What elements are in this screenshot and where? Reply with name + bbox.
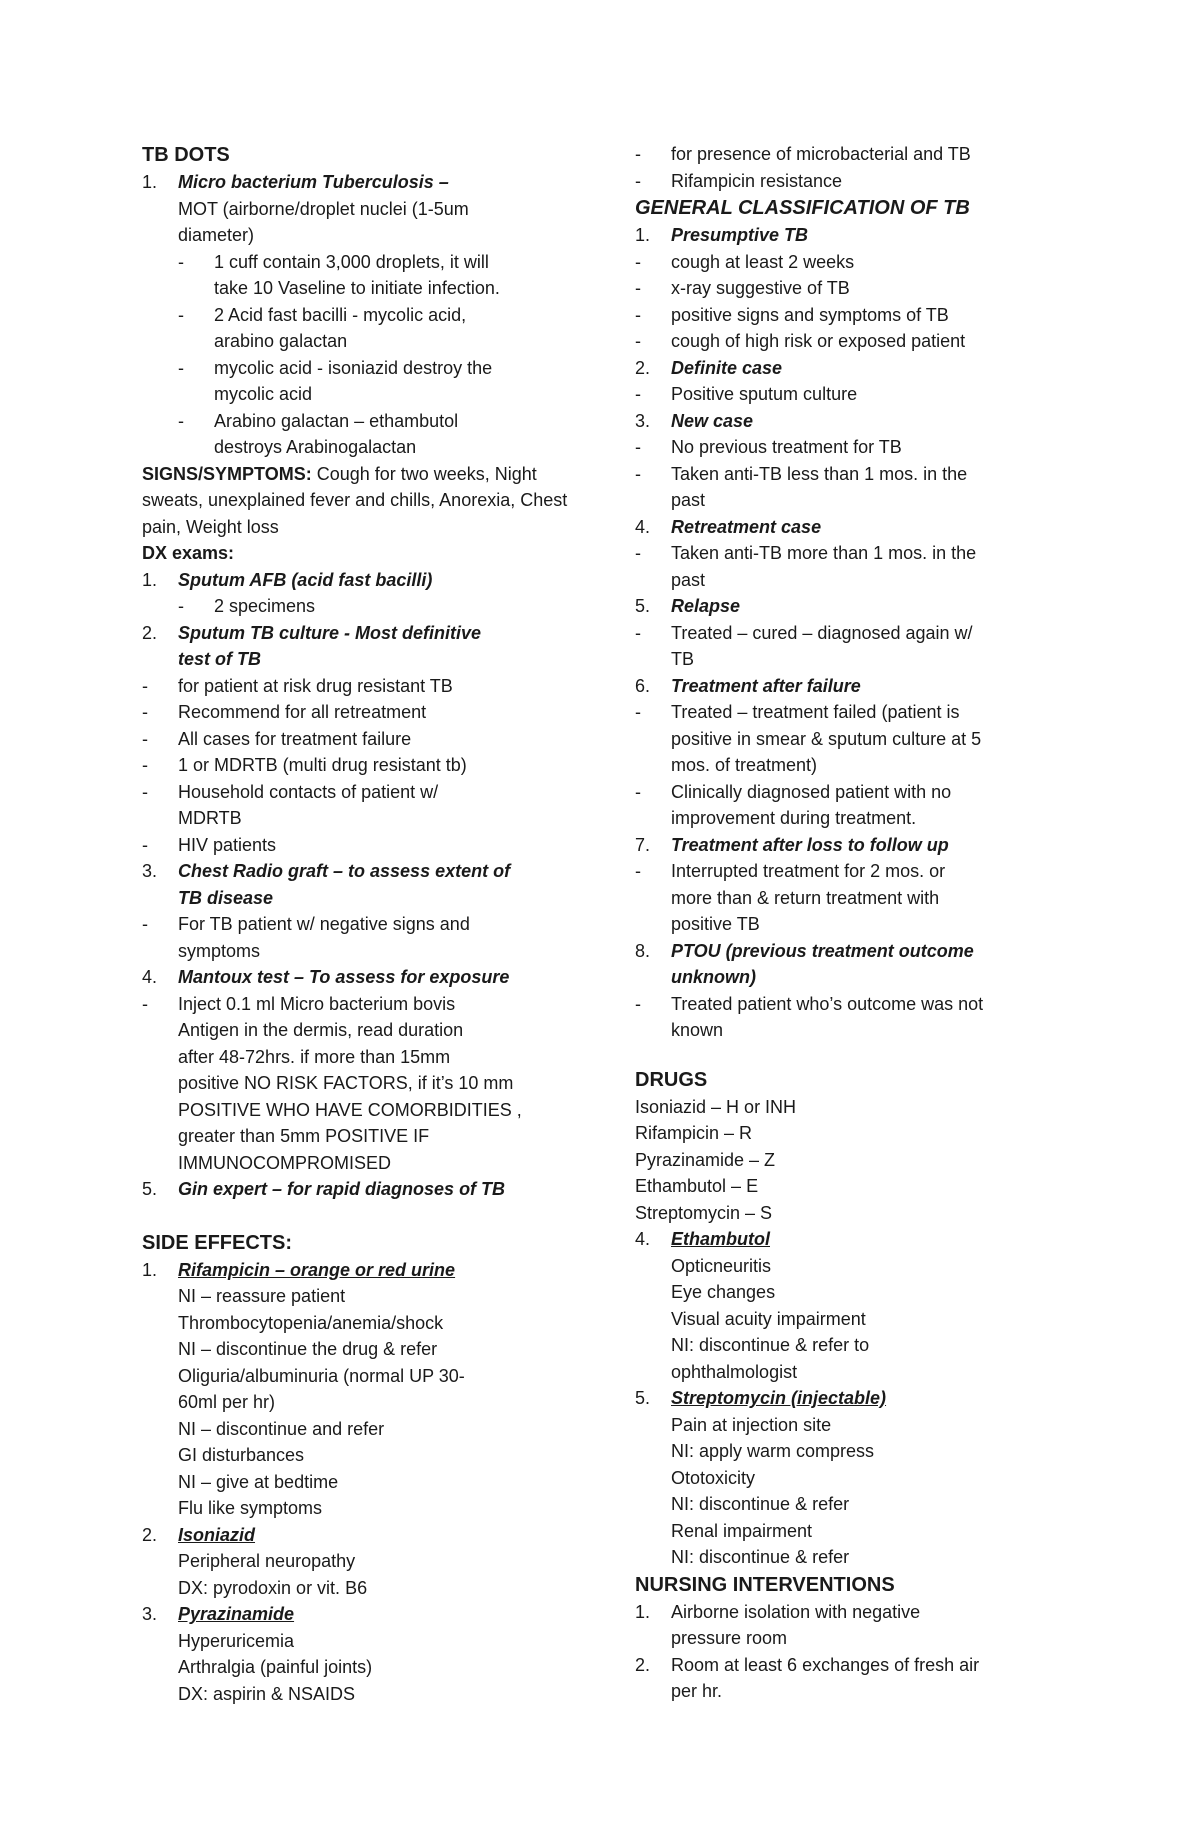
classification-item: 5. Relapse xyxy=(635,596,741,616)
intervention-item: 1. Airborne isolation with negative pressure room xyxy=(635,1601,921,1648)
bullet-item: - Treated – cured – diagnosed again w/ TB xyxy=(635,622,973,669)
classification-item: 4. Retreatment case xyxy=(635,516,822,537)
text-line: Opticneuritis xyxy=(671,1255,772,1276)
bullet-item: - Household contacts of patient w/ MDRTB xyxy=(142,781,439,828)
drug-line: Ethambutol – E xyxy=(635,1176,759,1196)
bullet-item: - cough of high risk or exposed patient xyxy=(635,331,966,351)
drug-line: Pyrazinamide – Z xyxy=(635,1149,776,1170)
drug-line: Streptomycin – S xyxy=(635,1202,773,1223)
side-effects-title: SIDE EFFECTS: xyxy=(142,1231,293,1254)
tb-dots-title: TB DOTS xyxy=(142,144,230,166)
bullet-item: - Arabino galactan – ethambutol destroys Arabinogalactan xyxy=(178,410,459,457)
text-line: DX: pyrodoxin or vit. B6 xyxy=(178,1577,368,1598)
text-line: 60ml per hr) xyxy=(178,1392,276,1412)
bullet-item: - positive signs and symptoms of TB xyxy=(635,304,949,325)
text-line: NI – discontinue the drug & refer xyxy=(178,1339,438,1359)
bullet-item: - Clinically diagnosed patient with no improvement during treatment. xyxy=(635,781,952,828)
dx-3-bullets xyxy=(142,911,597,964)
bullet-item: - 1 or MDRTB (multi drug resistant tb) xyxy=(142,755,467,775)
bullet-item: - for presence of microbacterial and TB xyxy=(635,144,971,164)
side-effect-1: 1. Rifampicin – orange or red urine xyxy=(142,1259,456,1280)
text-line: Visual acuity impairment xyxy=(671,1308,866,1329)
dx-4-bullets xyxy=(142,991,597,1177)
dx-exams-label: DX exams: xyxy=(142,543,235,563)
side-effect-3: 3. Pyrazinamide xyxy=(142,1604,295,1624)
bullet-item: - Taken anti-TB more than 1 mos. in the past xyxy=(635,543,977,590)
bullet-item: - HIV patients xyxy=(142,834,277,855)
item-1-bullets xyxy=(142,249,597,461)
classification-item: 7. Treatment after loss to follow up xyxy=(635,834,949,855)
dx-5: 5. Gin expert – for rapid diagnoses of TB xyxy=(142,1179,506,1199)
text-line: Eye changes xyxy=(671,1282,776,1302)
text-line: Oliguria/albuminuria (normal UP 30- xyxy=(178,1365,465,1386)
classification-list xyxy=(635,222,1080,1044)
text-line: NI – reassure patient xyxy=(178,1286,346,1306)
nursing-interventions-list xyxy=(635,1599,1080,1705)
text-line: Ototoxicity xyxy=(671,1467,756,1488)
classification-title: GENERAL CLASSIFICATION OF TB xyxy=(635,197,970,219)
bullet-item: - Positive sputum culture xyxy=(635,384,858,404)
bullet-item: - Inject 0.1 ml Micro bacterium bovis Antigen in the dermis, read duration after 48-72hrs. if more than 15mm positive NO RISK FACTORS, if it’s 10 mm POSITIVE WHO HAVE COMORBIDITIES , greater than 5mm POSITIVE IF IMMUNOCOMPROMISED xyxy=(142,993,522,1173)
left-column: TB DOTS 1. Micro bacterium Tuberculosis – MOT (airborne/droplet nuclei (1-5um diameter) - 1 cuff contain 3,000 droplets, it will take 10 Vaseline to initiate infection. - 2 Acid fast bacilli - mycolic acid, arabino galactan - mycolic acid - isoniazid destroy the mycolic acid - Arabino galactan – ethambutol destroys Arabinogalactan SIGNS/SYMPTOMS: Cough for two weeks, Night sweats, unexplained fever and chills, Anorexia, Chest pain, Weight loss DX exams: 1. Sputum AFB (acid fast bacilli) - 2 specimens 2. Sputum TB culture - Most definitive test of TB - for patient at risk drug resistant TB - Recommend for all retreatment - All cases for treatment failure - 1 or MDRTB (multi drug resistant tb) - Household contacts of patient w/ MDRTB - HIV patients 3. Chest Radio graft – to assess extent of TB disease - For TB patient w/ negative signs and symptoms 4. Mantoux test – To assess for exposure - Inject 0.1 ml Micro bacterium bovis Antigen in the dermis, read duration after 48-72hrs. if more than 15mm positive NO RISK FACTORS, if it’s 10 mm POSITIVE WHO HAVE COMORBIDITIES , greater than 5mm POSITIVE IF IMMUNOCOMPROMISED 5. Gin expert – for rapid diagnoses of TB SIDE EFFECTS: 1. Rifampicin – orange or red urine NI – reassure patient Thrombocytopenia/anemia/shock NI – discontinue the drug & refer Oliguria/albuminuria (normal UP 30- 60ml per hr) NI – discontinue and refer GI disturbances NI – give at bedtime Flu like symptoms 2. Isoniazid Peripheral neuropathy DX: pyrodoxin or vit. B6 3. Pyrazinamide Hyperuricemia Arthralgia (painful joints) DX: aspirin & NSAIDS xyxy=(142,141,597,1707)
bullet-item: - For TB patient w/ negative signs and symptoms xyxy=(142,914,470,961)
bullet-item: - Taken anti-TB less than 1 mos. in the past xyxy=(635,463,968,510)
classification-item: 3. New case xyxy=(635,410,754,431)
text-line: ophthalmologist xyxy=(671,1361,798,1382)
bullet-item: - mycolic acid - isoniazid destroy the mycolic acid xyxy=(178,357,493,404)
right-column xyxy=(635,141,1080,1705)
dx-1: 1. Sputum AFB (acid fast bacilli) xyxy=(142,569,433,590)
text-line: DX: aspirin & NSAIDS xyxy=(178,1683,356,1704)
text-line: NI: discontinue & refer xyxy=(671,1494,850,1514)
classification-item: 8. PTOU (previous treatment outcome unknown) xyxy=(635,940,974,987)
text-line: NI: discontinue & refer xyxy=(671,1547,850,1567)
classification-item: 1. Presumptive TB xyxy=(635,225,809,245)
bullet-item: - Interrupted treatment for 2 mos. or more than & return treatment with positive TB xyxy=(635,861,946,934)
bullet-item: - No previous treatment for TB xyxy=(635,437,902,457)
drugs-title: DRUGS xyxy=(635,1068,708,1091)
text-line: Hyperuricemia xyxy=(178,1630,295,1651)
drug-5: 5. Streptomycin (injectable) xyxy=(635,1388,887,1408)
classification-item: 6. Treatment after failure xyxy=(635,675,861,696)
bullet-item: - cough at least 2 weeks xyxy=(635,251,855,272)
bullet-item: - 1 cuff contain 3,000 droplets, it will take 10 Vaseline to initiate infection. xyxy=(178,251,500,298)
text-line: Thrombocytopenia/anemia/shock xyxy=(178,1312,444,1333)
nursing-interventions-title: NURSING INTERVENTIONS xyxy=(635,1573,895,1596)
drug-list xyxy=(635,1094,1080,1227)
text-line: Arthralgia (painful joints) xyxy=(178,1657,373,1677)
dx-3: 3. Chest Radio graft – to assess extent of TB disease xyxy=(142,861,511,908)
item-1: 1. Micro bacterium Tuberculosis – xyxy=(142,172,449,192)
text-line: Peripheral neuropathy xyxy=(178,1551,356,1571)
drug-line: Rifampicin – R xyxy=(635,1123,753,1143)
bullet-item: - All cases for treatment failure xyxy=(142,728,412,749)
intervention-item: 2. Room at least 6 exchanges of fresh air per hr. xyxy=(635,1654,980,1701)
text-line: NI: apply warm compress xyxy=(671,1441,875,1461)
dx-2: 2. Sputum TB culture - Most definitive test of TB xyxy=(142,622,482,669)
classification-item: 2. Definite case xyxy=(635,357,783,378)
side-effect-2: 2. Isoniazid xyxy=(142,1524,256,1545)
dx-4: 4. Mantoux test – To assess for exposure xyxy=(142,967,510,987)
text-line: NI – give at bedtime xyxy=(178,1471,339,1492)
bullet-item: - Rifampicin resistance xyxy=(635,170,843,191)
bullet-item: - for patient at risk drug resistant TB xyxy=(142,675,453,696)
text-line: Pain at injection site xyxy=(671,1414,832,1435)
text-line: GI disturbances xyxy=(178,1445,305,1465)
text-line: Flu like symptoms xyxy=(178,1498,323,1518)
text-line: Renal impairment xyxy=(671,1520,813,1541)
drug-line: Isoniazid – H or INH xyxy=(635,1096,797,1117)
bullet-item: - Treated patient who’s outcome was not known xyxy=(635,993,984,1040)
dx-2-bullets xyxy=(142,673,597,859)
drug-4: 4. Ethambutol xyxy=(635,1229,770,1249)
signs-symptoms: SIGNS/SYMPTOMS: Cough for two weeks, Night sweats, unexplained fever and chills, Anorexia, Chest pain, Weight loss xyxy=(142,463,568,537)
text-line: NI: discontinue & refer to xyxy=(671,1335,870,1355)
bullet-item: - x-ray suggestive of TB xyxy=(635,278,850,298)
bullet-item: - 2 Acid fast bacilli - mycolic acid, arabino galactan xyxy=(178,304,467,351)
top-bullets xyxy=(635,141,1080,194)
bullet-item: - Treated – treatment failed (patient is positive in smear & sputum culture at 5 mos. of treatment) xyxy=(635,702,982,775)
text-line: NI – discontinue and refer xyxy=(178,1418,385,1439)
bullet-item: - Recommend for all retreatment xyxy=(142,702,427,722)
